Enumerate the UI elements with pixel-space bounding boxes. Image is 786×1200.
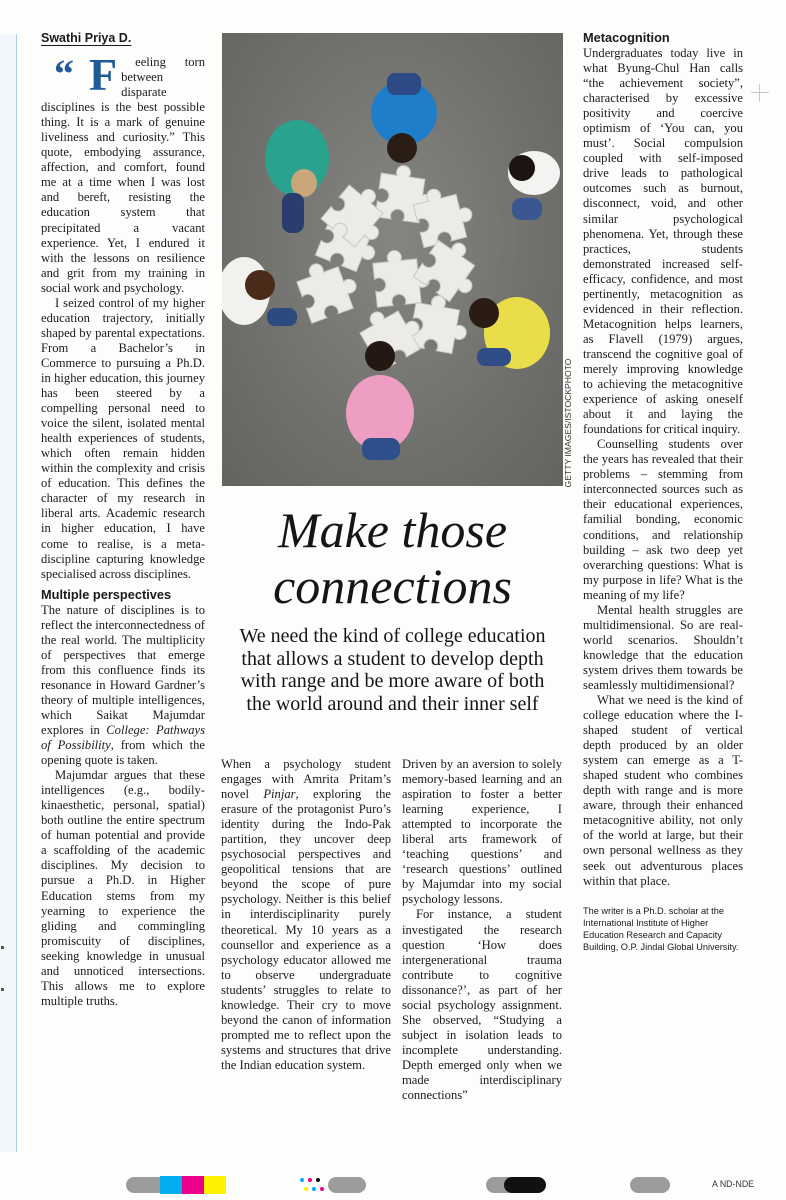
print-black-bar (504, 1177, 546, 1193)
print-swatch-cyan (160, 1176, 182, 1194)
byline: Swathi Priya D. (41, 31, 132, 45)
print-dot (320, 1187, 324, 1191)
left-margin-bar (0, 34, 17, 1152)
article-photo (222, 33, 563, 486)
paragraph-2: I seized control of my higher education trajectory, initially shaped by parental expectations. From a Bachelor’s in Commerce to pursuing a Ph.D. in higher education, this journey has been steered by a compelling personal need to voice the silent, isolated mental health experiences of students, which often remain hidden within the complexity and crisis of education. This defines the character of my research in liberal arts. Academic research in higher education, I have come to realise, is a meta-discipline capturing knowledge specialised across disciplines. (41, 295, 205, 581)
print-dot (300, 1178, 304, 1182)
paragraph-7: For instance, a student investigated the research question ‘How does intergenerational trauma contribute to cognitive dissonance?’, as part of her social psychology assignment. She observed, “Studying a subject in isolation leads to incomplete understanding. Depth emerged only when we made interdisciplinary connections” (402, 907, 562, 1103)
print-swatch-yellow (204, 1176, 226, 1194)
headline (222, 502, 563, 614)
article-column-4 (583, 30, 743, 953)
paragraph-1-text: eeling torn between disparate disciplines is the best possible thing. It is a mark of genuine liveliness and curiosity.” This quote, embodying assurance, affection, and comfort, found me at a time when I was lost and bereft, resisting the education system that precipitated a vacant experience. Yet, I endured it with the lessons on resilience and grit from my training in social work and psychology. (41, 55, 205, 295)
photo-credit-text: GETTY IMAGES/ISTOCKPHOTO (563, 358, 573, 488)
photo-credit (561, 360, 575, 486)
registration-mark (751, 84, 769, 102)
paragraph-4: Majumdar argues that these intelligences (e.g., bodily-kinaesthetic, personal, spatial) both outline the entire spectrum of human potential and provide a scaffolding of the academic disciplines. My decision to pursue a Ph.D. in Higher Education stems from my yearning to experience the gliding and commingling promiscuity of disciplines, seeking knowledge in unusual and unnoticed intersections. This allows me to explore multiple truths. (41, 768, 205, 1008)
book-title: College: Pathways of Possibility (41, 723, 205, 753)
paragraph-1 (41, 49, 205, 296)
article-column-2 (221, 757, 391, 1073)
margin-mark (1, 988, 4, 991)
page-folio: A ND-NDE (712, 1179, 755, 1189)
headline-line-1: Make those (277, 502, 508, 558)
print-dot (312, 1187, 316, 1191)
novel-title: Pinjar (263, 787, 296, 802)
print-dot (308, 1178, 312, 1182)
margin-mark (1, 946, 4, 949)
headline-line-2: connections (273, 558, 512, 614)
paragraph-11: What we need is the kind of college education where the I-shaped student of vertical depth produced by an older system can emerge as a T-shaped student who combines depth with range and is more aware, through their enhanced metacognitive ability, not only of the world at large, but their own personal wellness as they seek out adventurous places within that place. (583, 693, 743, 888)
print-dot (316, 1178, 320, 1182)
subhead-multiple-perspectives: Multiple perspectives (41, 586, 172, 602)
opening-quote-mark: “ (54, 51, 74, 96)
article-column-3 (402, 757, 562, 1103)
subhead-metacognition: Metacognition (583, 30, 670, 45)
drop-cap: F (89, 49, 118, 100)
standfirst: We need the kind of college education that allows a student to develop depth with range and be more aware of both the world around and their inner self (239, 625, 546, 715)
print-dot (304, 1187, 308, 1191)
print-swatch-magenta (182, 1176, 204, 1194)
print-gray-bar (328, 1177, 366, 1193)
paragraph-3-text: The nature of disciplines is to reflect the interconnectedness of the real world. The multiplicity of perspectives that emerge from this confluence finds its resonance in Howard Gardner’s theory of multiple intelligences, which Saikat Majumdar explores in (41, 602, 205, 738)
paragraph-3 (41, 603, 205, 769)
paragraph-5-text: When a psychology student engages with Amrita Pritam’s novel (221, 757, 391, 802)
paragraph-5 (221, 757, 391, 1073)
article-column-1 (41, 30, 205, 1009)
author-tagline: The writer is a Ph.D. scholar at the International Institute of Higher Education Research and Capacity Building, O.P. Jindal Global University. (583, 905, 739, 952)
puzzle-people-illustration (222, 33, 563, 486)
print-dot-grid (300, 1176, 326, 1194)
print-gray-bar (630, 1177, 670, 1193)
paragraph-10: Mental health struggles are multidimensional. So are real-world scenarios. Shouldn’t knowledge that the education system drives them towards be seamlessly multidimensional? (583, 602, 743, 692)
paragraph-3-text-end: , from which the opening quote is taken. (41, 738, 205, 768)
paragraph-5-text-end: , exploring the erasure of the protagonist Puro’s identity during the Indo-Pak partition, they uncover deep psychosocial perspectives and geopolitical tensions that are beyond the scope of pure psychology. Neither is this belief in interdisciplinarity purely theoretical. My 10 years as a counsellor and experience as a psychology educator allowed me to observe undergraduate students’ struggles to relate to knowledge. Their cry to move beyond the canon of information prompted me to reflect upon the systems and structures that drive the Indian education system. (221, 787, 391, 1072)
paragraph-8: Undergraduates today live in what Byung-Chul Han calls “the achievement society”, characterised by excessive positivity and coercive optimism of ‘You can, you must’. Social compulsion coupled with self-imposed drive leads to pathological outcomes such as burnout, disconnect, void, and other similar psychological phenomena. Yet, through these practices, students demonstrated increased self-efficacy, confidence, and most pertinently, metacognition as evidenced in their reflection. Metacognition helps learners, as Flavell (1979) argues, transcend the cognitive goal of merely improving knowledge to achieving the metacognitive experience of asking oneself about it and laying the foundations for critical inquiry. (583, 46, 743, 437)
paragraph-6: Driven by an aversion to solely memory-based learning and an aspiration to foster a better learning experience, I attempted to incorporate the liberal arts framework of ‘teaching questions’ and ‘research questions’ outlined by Majumdar into my social psychology lessons. (402, 757, 562, 907)
paragraph-9: Counselling students over the years has revealed that their problems – stemming from interconnected sources such as their educational experiences, familial bonding, economic conditions, and relationship building – ask two deep yet overarching questions: What is my purpose in life? What is the meaning of my life? (583, 437, 743, 602)
